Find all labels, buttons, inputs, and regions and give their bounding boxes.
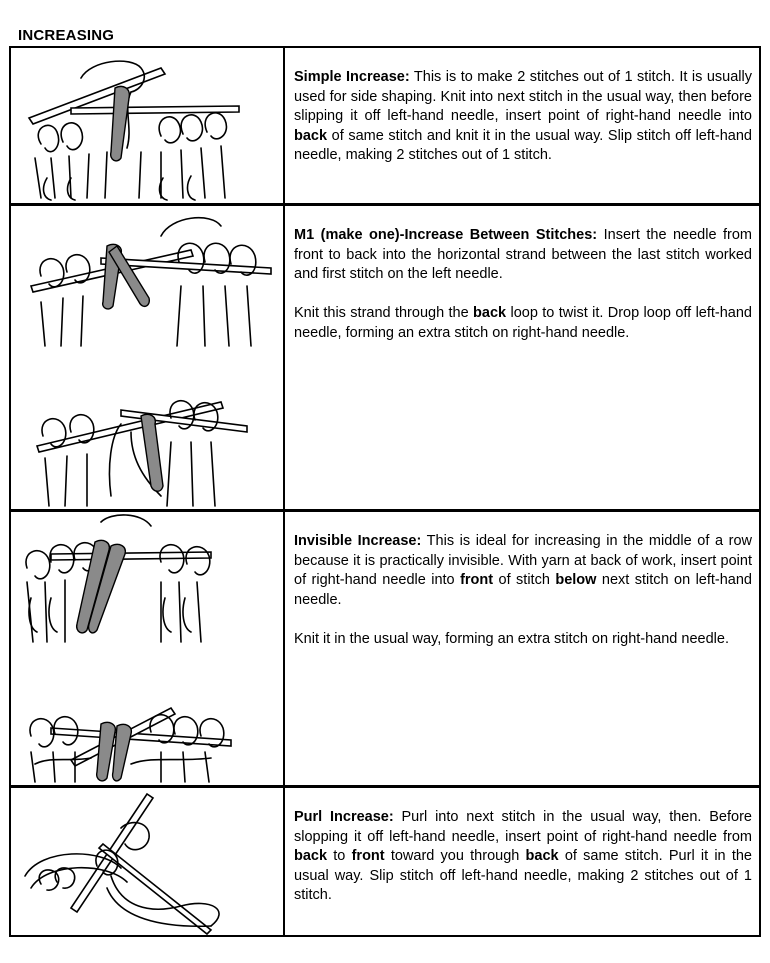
knitting-illustration-icon bbox=[29, 61, 239, 200]
table-row-m1 bbox=[11, 203, 759, 509]
text-run: of same stitch. Purl it in the usual way. Slip stitch off left-hand needle, making 2 stitches out of 1 stitch. bbox=[294, 848, 752, 903]
m1-text bbox=[294, 226, 752, 363]
bold-term: back bbox=[473, 305, 507, 321]
text-run: of stitch bbox=[493, 572, 556, 588]
bold-term: front bbox=[351, 848, 385, 864]
knitting-illustration-icon bbox=[26, 515, 231, 782]
text-run: next stitch on left-hand needle. bbox=[294, 572, 753, 608]
text-run: Knit this strand through the bbox=[294, 305, 474, 321]
row-title: Purl Increase: bbox=[294, 809, 394, 825]
text-run: This is ideal for increasing in the middle of a row because it is practically invisible. With yarn at back of work, insert point of right-hand needle into bbox=[294, 533, 753, 588]
row-title: Simple Increase: bbox=[294, 69, 410, 85]
page-heading: INCREASING bbox=[18, 27, 115, 44]
purl-increase-illustration bbox=[11, 788, 285, 935]
knitting-illustration-icon bbox=[25, 794, 219, 934]
text-run: Insert the needle from front to back into the horizontal strand between the last stitch worked and first stitch on the left needle. bbox=[294, 227, 752, 282]
text-run: of same stitch and knit it in the usual way. Slip stitch off left-hand needle, making 2 stitches out of 1 stitch. bbox=[294, 127, 752, 163]
row-title: Invisible Increase: bbox=[294, 533, 422, 549]
text-run: Purl into next stitch in the usual way, then. Before slopping it off left-hand needle, insert point of right-hand needle from bbox=[294, 809, 752, 845]
row-title: M1 (make one)-Increase Between Stitches: bbox=[294, 227, 598, 243]
text-run: to bbox=[327, 848, 352, 864]
table-row-simple-increase bbox=[11, 48, 759, 203]
knitting-illustration-icon bbox=[31, 218, 271, 506]
bold-term: back bbox=[294, 848, 328, 864]
text-run: Knit it in the usual way, forming an extra stitch on right-hand needle. bbox=[294, 630, 729, 647]
purl-increase-text bbox=[294, 808, 752, 925]
increase-methods-table bbox=[9, 46, 761, 937]
text-run: This is to make 2 stitches out of 1 stitch. It is usually used for side shaping. Knit into next stitch in the usual way, then before slipping it off left-hand needle, insert point of right-hand needle into bbox=[294, 69, 752, 124]
bold-term: back bbox=[525, 848, 559, 864]
simple-increase-text bbox=[294, 68, 752, 185]
text-run: loop to twist it. Drop loop off left-hand needle, forming an extra stitch on right-hand needle. bbox=[294, 305, 752, 341]
text-run: toward you through bbox=[384, 848, 526, 864]
invisible-increase-illustration bbox=[11, 512, 285, 785]
table-row-purl-increase bbox=[11, 785, 759, 935]
invisible-increase-text bbox=[294, 532, 752, 669]
simple-increase-illustration bbox=[11, 48, 285, 203]
bold-term: front bbox=[460, 572, 494, 588]
bold-term: back bbox=[294, 127, 328, 144]
table-row-invisible-increase bbox=[11, 509, 759, 785]
bold-term: below bbox=[555, 572, 597, 588]
m1-illustration bbox=[11, 206, 285, 509]
